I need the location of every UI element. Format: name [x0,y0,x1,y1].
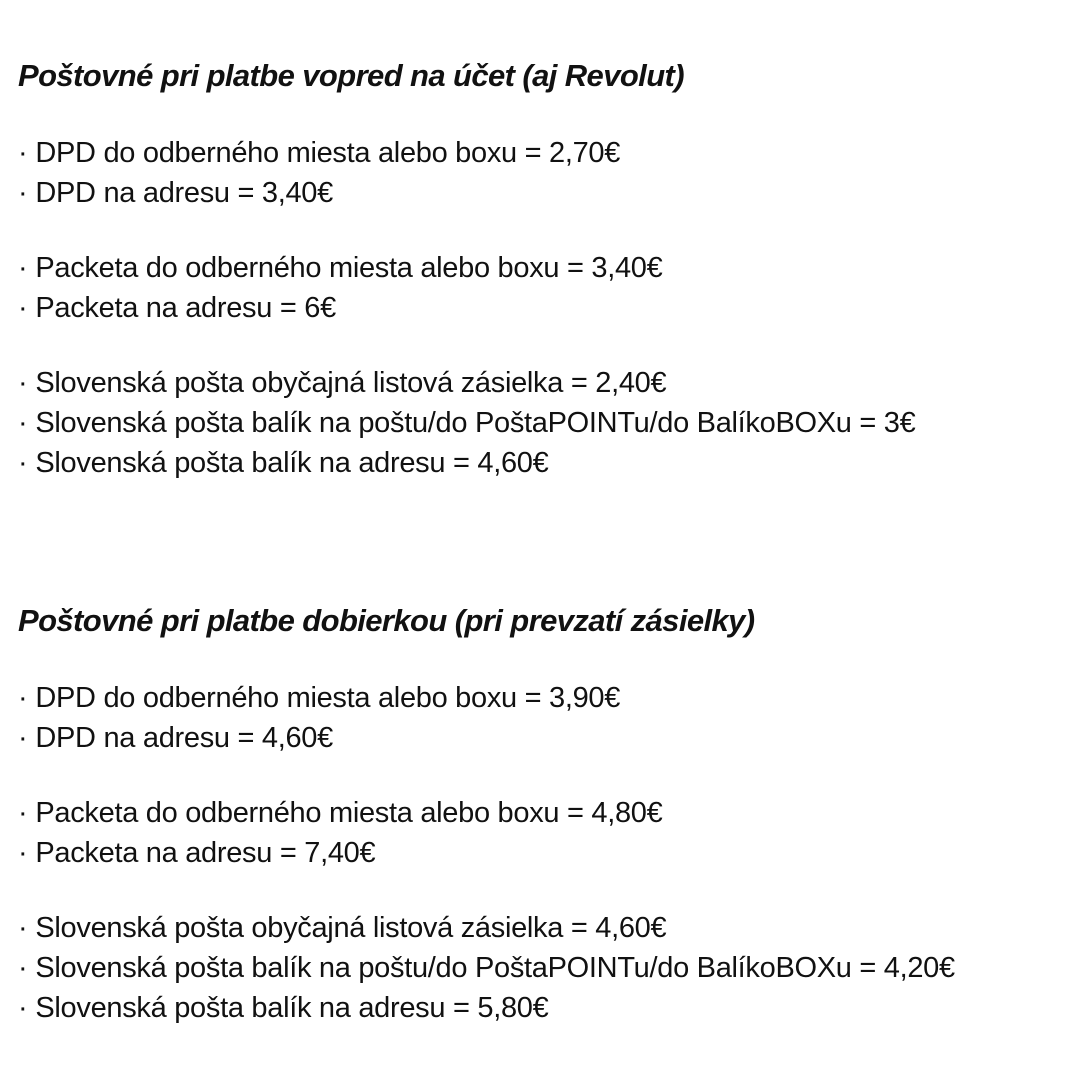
bullet-marker: · [18,137,28,169]
price-line [18,248,1062,288]
price-line [18,443,1062,483]
bullet-marker: · [18,682,28,714]
bullet-marker: · [18,722,28,754]
price-line [18,403,1062,443]
price-line-text: Packeta do odberného miesta alebo boxu = 3,40€ [35,252,663,284]
price-line [18,173,1062,213]
price-line-text: Slovenská pošta balík na poštu/do PoštaPOINTu/do BalíkoBOXu = 3€ [35,407,916,439]
price-line [18,718,1062,758]
carrier-group-packeta [18,793,1062,873]
bullet-marker: · [18,837,28,869]
carrier-group-dpd [18,133,1062,213]
price-line [18,948,1062,988]
price-line-text: DPD do odberného miesta alebo boxu = 3,90€ [35,682,621,714]
price-line-text: Slovenská pošta obyčajná listová zásielka = 4,60€ [35,912,667,944]
price-line-text: Slovenská pošta balík na adresu = 4,60€ [35,447,549,479]
price-line-text: Packeta na adresu = 6€ [35,292,336,324]
bullet-marker: · [18,912,28,944]
bullet-marker: · [18,292,28,324]
carrier-group-packeta [18,248,1062,328]
price-line [18,678,1062,718]
price-line-text: DPD na adresu = 4,60€ [35,722,333,754]
price-line [18,288,1062,328]
price-line-text: Slovenská pošta balík na poštu/do PoštaPOINTu/do BalíkoBOXu = 4,20€ [35,952,955,984]
price-line [18,988,1062,1028]
price-line-text: DPD do odberného miesta alebo boxu = 2,70€ [35,137,621,169]
carrier-group-slovenska-posta [18,363,1062,483]
price-line [18,793,1062,833]
price-line [18,833,1062,873]
bullet-marker: · [18,952,28,984]
price-line-text: DPD na adresu = 3,40€ [35,177,333,209]
bullet-marker: · [18,992,28,1024]
section-heading-payment-in-advance: Poštovné pri platbe vopred na účet (aj Revolut) [18,58,684,93]
price-line-text: Packeta na adresu = 7,40€ [35,837,376,869]
carrier-group-dpd [18,678,1062,758]
section-cash-on-delivery [18,601,1062,1028]
section-payment-in-advance [18,56,1062,483]
price-line-text: Slovenská pošta obyčajná listová zásielka = 2,40€ [35,367,667,399]
bullet-marker: · [18,177,28,209]
bullet-marker: · [18,447,28,479]
section-heading-cash-on-delivery: Poštovné pri platbe dobierkou (pri prevzatí zásielky) [18,603,755,638]
price-line-text: Packeta do odberného miesta alebo boxu = 4,80€ [35,797,663,829]
bullet-marker: · [18,407,28,439]
price-line [18,908,1062,948]
carrier-group-slovenska-posta [18,908,1062,1028]
price-line [18,363,1062,403]
price-line-text: Slovenská pošta balík na adresu = 5,80€ [35,992,549,1024]
price-line [18,133,1062,173]
bullet-marker: · [18,797,28,829]
bullet-marker: · [18,252,28,284]
bullet-marker: · [18,367,28,399]
